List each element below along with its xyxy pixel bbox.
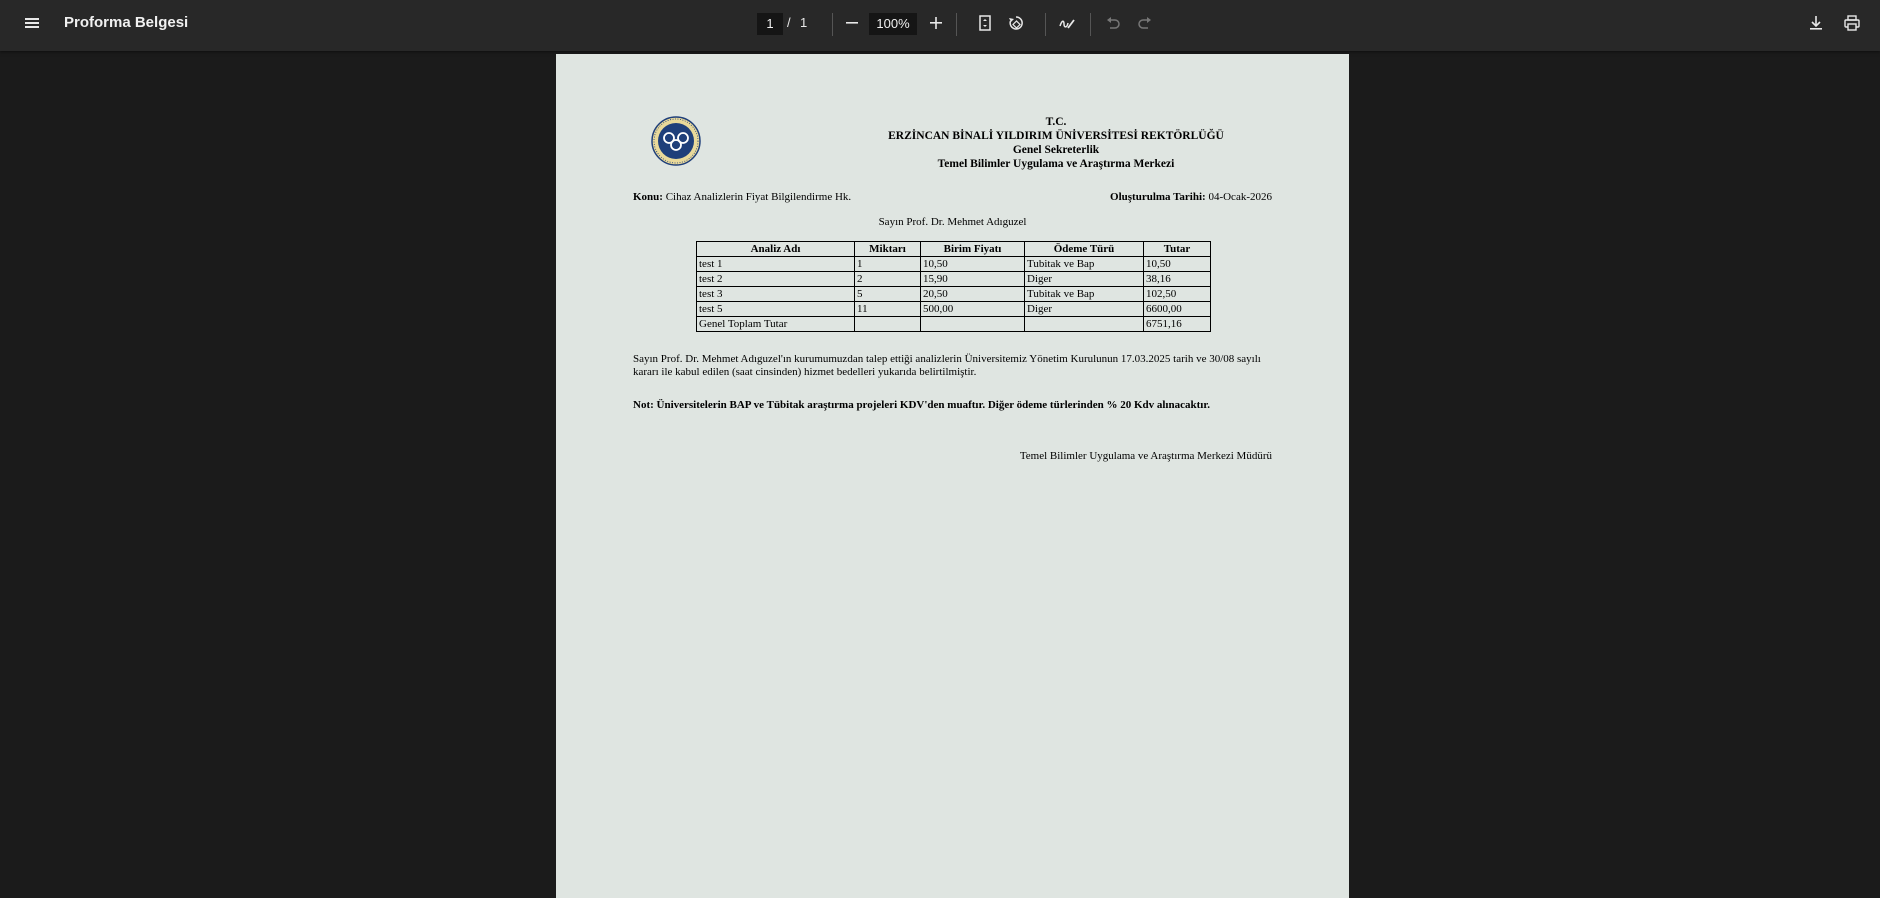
table-total-row <box>697 317 1211 332</box>
table-row <box>697 257 1211 272</box>
table-cell: test 3 <box>697 287 855 302</box>
pdf-toolbar <box>0 0 1880 51</box>
toolbar-divider <box>1090 13 1091 36</box>
table-cell <box>921 317 1025 332</box>
annotate-icon[interactable] <box>1055 11 1079 35</box>
col-header: Analiz Adı <box>697 242 855 257</box>
body-paragraph: Sayın Prof. Dr. Mehmet Adıguzel'ın kurumumuzdan talep ettiği analizlerin Üniversitemiz Yönetim Kurulunun 17.03.2025 tarih ve 30/08 sayılı kararı ile kabul edilen (saat cinsinden) hizmet bedelleri yukarıda belirtilmiştir. <box>633 353 1261 378</box>
table-cell <box>855 317 921 332</box>
subject-line <box>633 191 851 203</box>
zoom-input[interactable]: 100% <box>869 13 917 35</box>
signature-title: Temel Bilimler Uygulama ve Araştırma Merkezi Müdürü <box>1019 450 1272 462</box>
rotate-icon[interactable] <box>1004 11 1028 35</box>
header-center: Temel Bilimler Uygulama ve Araştırma Merkezi <box>937 158 1175 170</box>
table-cell: test 2 <box>697 272 855 287</box>
table-cell: 6751,16 <box>1144 317 1211 332</box>
table-cell: Tubitak ve Bap <box>1025 287 1144 302</box>
menu-icon[interactable] <box>20 11 44 35</box>
table-cell: 38,16 <box>1144 272 1211 287</box>
table-cell: Diger <box>1025 302 1144 317</box>
download-icon[interactable] <box>1804 11 1828 35</box>
salutation: Sayın Prof. Dr. Mehmet Adıguzel <box>878 216 1027 228</box>
table-cell: 1 <box>855 257 921 272</box>
date-line <box>1110 191 1272 203</box>
price-table <box>696 241 1211 332</box>
plus-icon[interactable] <box>924 11 948 35</box>
table-row <box>697 302 1211 317</box>
table-cell: test 5 <box>697 302 855 317</box>
col-header: Miktarı <box>855 242 921 257</box>
header-secretariat: Genel Sekreterlik <box>1012 144 1100 156</box>
table-cell: 20,50 <box>921 287 1025 302</box>
table-cell: 10,50 <box>921 257 1025 272</box>
pdf-page <box>556 54 1349 898</box>
table-cell: Tubitak ve Bap <box>1025 257 1144 272</box>
undo-icon[interactable] <box>1101 11 1125 35</box>
toolbar-divider <box>956 13 957 36</box>
table-cell: 15,90 <box>921 272 1025 287</box>
page-number-input[interactable]: 1 <box>757 13 783 35</box>
table-cell: 6600,00 <box>1144 302 1211 317</box>
col-header: Ödeme Türü <box>1025 242 1144 257</box>
table-cell: 10,50 <box>1144 257 1211 272</box>
subject-label: Konu: <box>633 191 663 203</box>
toolbar-divider <box>1045 13 1046 36</box>
table-row <box>697 272 1211 287</box>
minus-icon[interactable] <box>840 11 864 35</box>
document-title: Proforma Belgesi <box>64 14 189 31</box>
table-cell: 11 <box>855 302 921 317</box>
subject-value: Cihaz Analizlerin Fiyat Bilgilendirme Hk. <box>665 191 852 203</box>
table-cell: 5 <box>855 287 921 302</box>
fit-page-icon[interactable] <box>973 11 997 35</box>
col-header: Tutar <box>1144 242 1211 257</box>
table-row <box>697 287 1211 302</box>
vat-note: Not: Üniversitelerin BAP ve Tübitak araştırma projeleri KDV'den muaftır. Diğer ödeme türlerinden % 20 Kdv alınacaktır. <box>633 399 1210 411</box>
table-cell: Diger <box>1025 272 1144 287</box>
print-icon[interactable] <box>1840 11 1864 35</box>
table-header-row <box>697 242 1211 257</box>
table-cell: 500,00 <box>921 302 1025 317</box>
page-total: 1 <box>800 15 808 30</box>
col-header: Birim Fiyatı <box>921 242 1025 257</box>
page-separator: / <box>787 15 791 30</box>
table-cell: 102,50 <box>1144 287 1211 302</box>
redo-icon[interactable] <box>1133 11 1157 35</box>
date-label: Oluşturulma Tarihi: <box>1110 191 1206 203</box>
header-university: ERZİNCAN BİNALİ YILDIRIM ÜNİVERSİTESİ REKTÖRLÜĞÜ <box>888 130 1224 142</box>
table-cell <box>1025 317 1144 332</box>
table-cell: Genel Toplam Tutar <box>697 317 855 332</box>
toolbar-divider <box>832 13 833 36</box>
header-tc: T.C. <box>1045 116 1067 128</box>
table-cell: test 1 <box>697 257 855 272</box>
date-value: 04-Ocak-2026 <box>1208 191 1272 203</box>
university-logo <box>651 116 701 166</box>
table-cell: 2 <box>855 272 921 287</box>
